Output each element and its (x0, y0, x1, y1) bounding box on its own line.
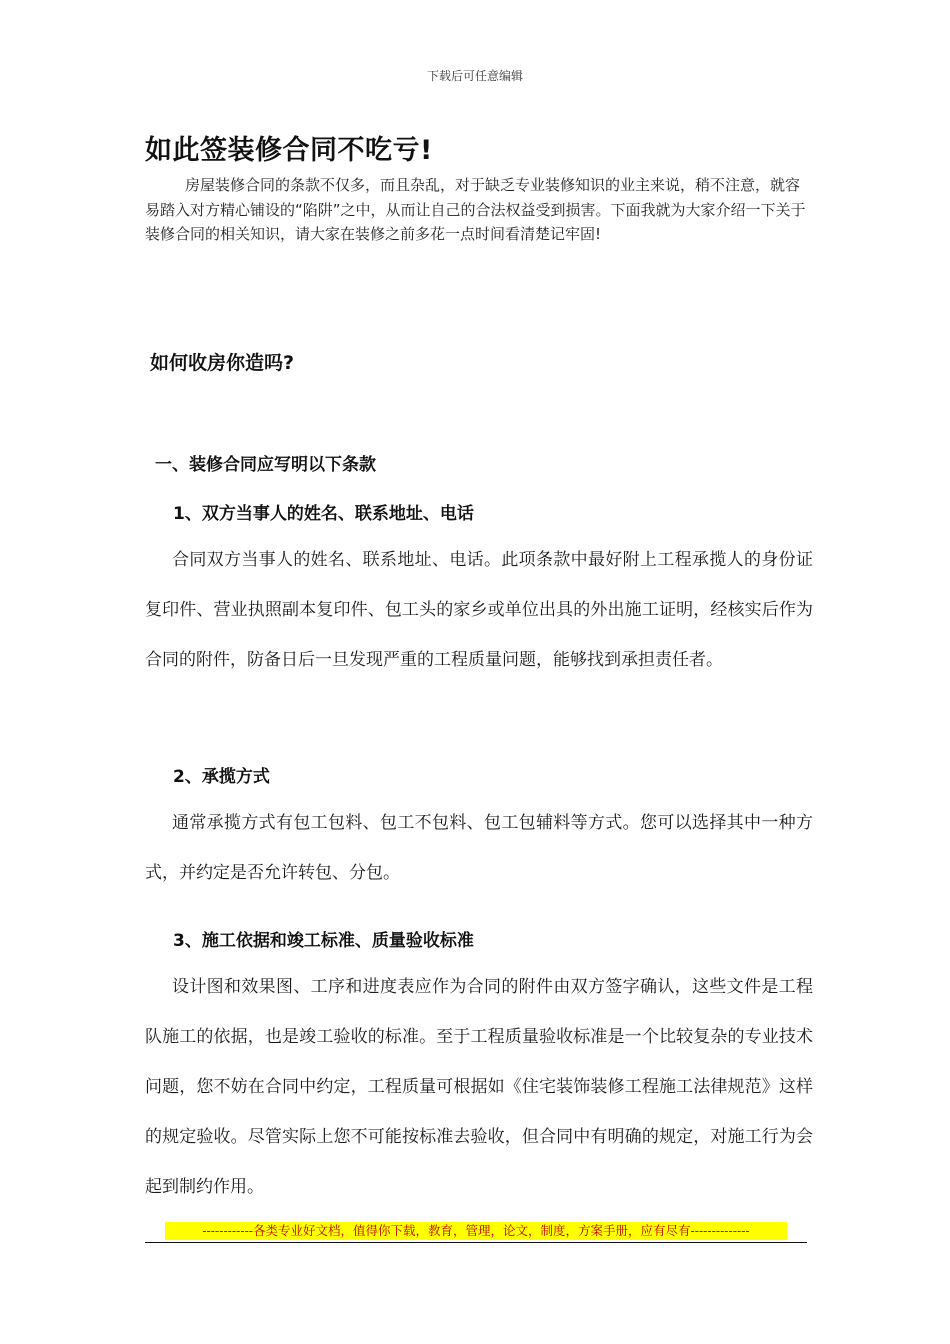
subtitle: 如何收房你造吗? (150, 352, 295, 374)
footer-banner: ------------各类专业好文档，值得你下载，教育，管理，论文，制度，方案手册，应有尽有-------------- (165, 1222, 787, 1240)
item-heading-3: 3、施工依据和竣工标准、质量验收标准 (173, 931, 474, 951)
section-heading: 一、装修合同应写明以下条款 (155, 455, 376, 475)
item-body-1: 合同双方当事人的姓名、联系地址、电话。此项条款中最好附上工程承揽人的身份证复印件、营业执照副本复印件、包工头的家乡或单位出具的外出施工证明，经核实后作为合同的附件，防备日后一旦发现严重的工程质量问题，能够找到承担责任者。 (145, 550, 813, 670)
item-heading-2: 2、承揽方式 (173, 767, 270, 787)
footer-divider (145, 1242, 807, 1243)
page-header-note: 下载后可任意编辑 (426, 69, 523, 83)
item-body-2: 通常承揽方式有包工包料、包工不包料、包工包辅料等方式。您可以选择其中一种方式，并约定是否允许转包、分包。 (145, 813, 813, 883)
intro-paragraph: 房屋装修合同的条款不仅多，而且杂乱，对于缺乏专业装修知识的业主来说，稍不注意，就容易踏入对方精心铺设的“陷阱”之中，从而让自己的合法权益受到损害。下面我就为大家介绍一下关于装修合同的相关知识，请大家在装修之前多花一点时间看清楚记牢固! (145, 176, 806, 243)
document-title: 如此签装修合同不吃亏! (145, 135, 433, 166)
item-body-3: 设计图和效果图、工序和进度表应作为合同的附件由双方签字确认，这些文件是工程队施工的依据，也是竣工验收的标准。至于工程质量验收标准是一个比较复杂的专业技术问题，您不妨在合同中约定，工程质量可根据如《住宅装饰装修工程施工法律规范》这样的规定验收。尽管实际上您不可能按标准去验收，但合同中有明确的规定，对施工行为会起到制约作用。 (145, 977, 813, 1197)
item-heading-1: 1、双方当事人的姓名、联系地址、电话 (173, 504, 474, 524)
